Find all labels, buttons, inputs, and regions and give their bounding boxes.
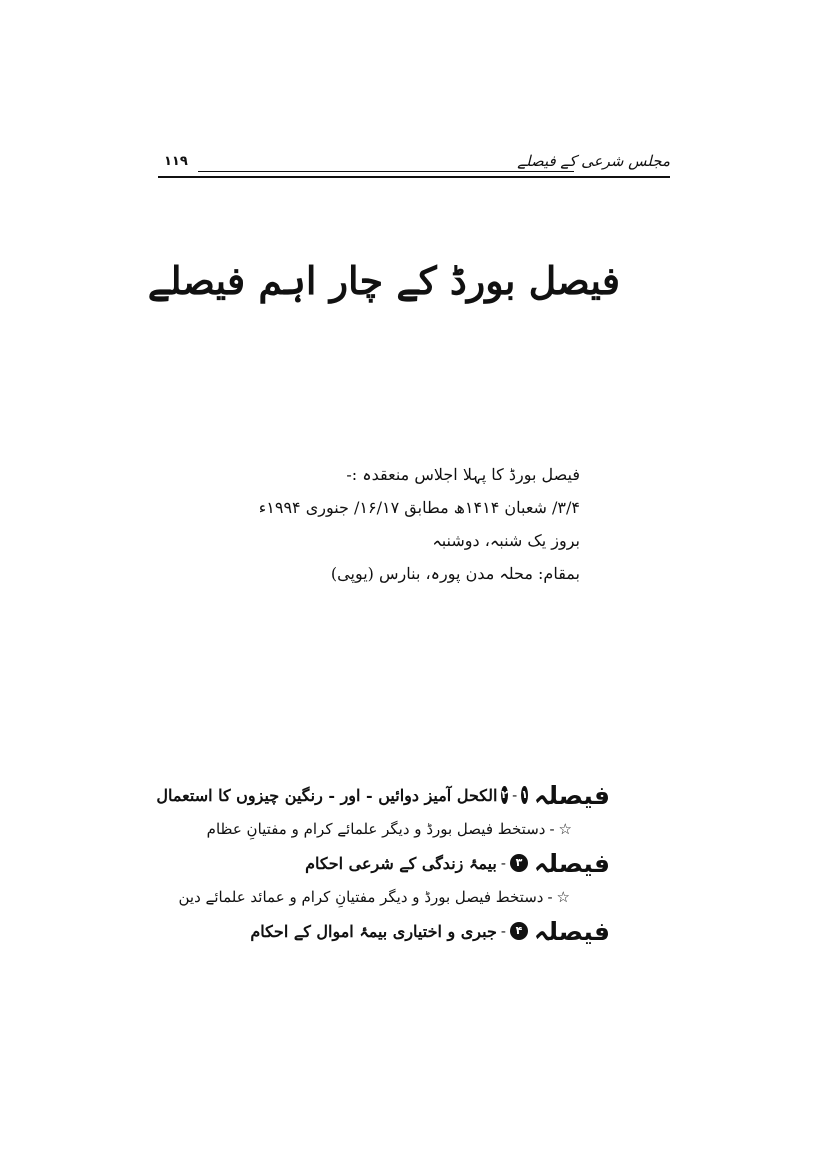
signatories-text: دستخط فیصل بورڈ و دیگر علمائے کرام و مفتیانِ عظام [206,820,546,838]
decision-topic: الکحل آمیز دوائیں - اور - رنگین چیزوں کا استعمال [156,785,498,805]
decisions-list [156,778,610,948]
session-venue: بمقام: محلہ مدن پورہ، بنارس (یوپی) [330,564,580,583]
decision-label: فیصلہ [533,848,610,878]
signatories-text: دستخط فیصل بورڈ و دیگر مفتیانِ کرام و عمائد علمائے دین [178,888,544,906]
decision-number-badge: ۲ [501,786,508,804]
dash: - [512,786,518,804]
decision-number-badge: ۳ [510,854,528,872]
dash: - [500,854,506,872]
decision-label: فیصلہ [533,916,610,946]
running-header [158,150,670,180]
page-title: فیصل بورڈ کے چار اہم فیصلے [147,258,620,303]
decision-topic: جبری و اختیاری بیمۂ اموال کے احکام [250,921,497,941]
signatories-row-1 [200,812,610,846]
signatories-row-2 [178,880,610,914]
decision-number-badge: ۱ [521,786,528,804]
session-heading: فیصل بورڈ کا پہلا اجلاس منعقدہ :- [346,465,580,484]
star-icon: ☆ [558,820,572,838]
session-days: بروز یک شنبہ، دوشنبہ [432,531,580,550]
dash: - [500,922,506,940]
decision-row-3 [200,914,610,948]
page-number: ۱۱۹ [164,154,188,169]
decision-row-2 [200,846,610,880]
session-info [240,458,580,590]
decision-label: فیصلہ [533,780,610,810]
session-date: ۳/۴/ شعبان ۱۴۱۴ھ مطابق ۱۶/۱۷/ جنوری ۱۹۹۴ء [258,498,580,517]
star-icon: ☆ [556,888,570,906]
dash: - [549,820,555,838]
decision-number-badge: ۴ [510,922,528,940]
decision-row-1 [156,778,610,812]
decision-topic: بیمۂ زندگی کے شرعی احکام [305,853,497,873]
header-rule-thin [198,171,574,172]
dash: - [547,888,553,906]
header-rule [158,176,670,178]
running-title: مجلس شرعی کے فیصلے [517,152,670,170]
